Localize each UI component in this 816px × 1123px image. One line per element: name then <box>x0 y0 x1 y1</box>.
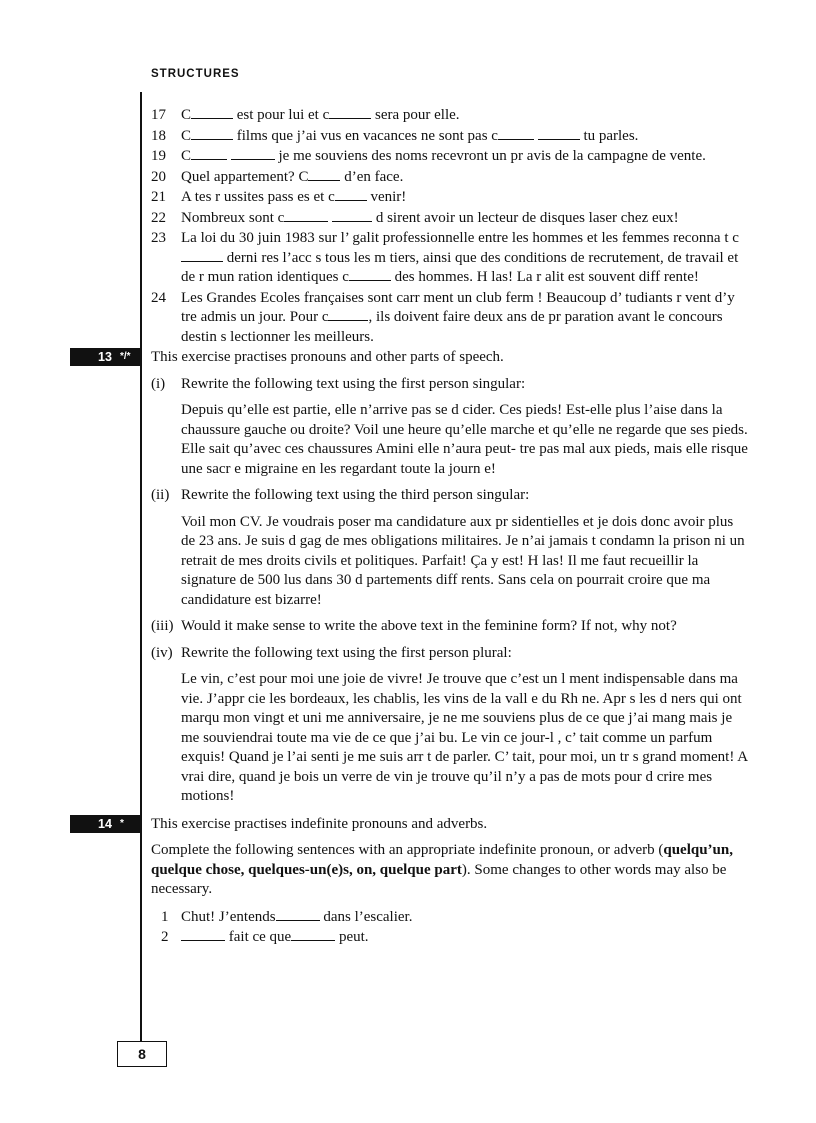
exercise-13 <box>98 348 751 807</box>
answer-blank[interactable] <box>349 268 391 281</box>
answer-blank[interactable] <box>498 127 534 140</box>
sentence-21: 21 A tes r ussites pass es et c venir! <box>151 189 407 205</box>
answer-blank[interactable] <box>191 127 233 140</box>
exercise-13-intro: This exercise practises pronouns and other parts of speech. <box>151 349 504 365</box>
sentence-17: 17 C est pour lui et c sera pour elle. <box>151 107 460 123</box>
running-header: STRUCTURES <box>151 68 240 80</box>
exercise-13-text-iv: Le vin, c’est pour moi une joie de vivre! Je trouve que c’est un l ment indispensable dans ma vie. J’appr cie les bordeaux, les chablis, les vins de la vall e du Rh ne. Apr s les d ners qui ont marqu mon vingt et uni me anniversaire, je ne me souviens plus de ce que j’ai mang mais je me souviendrai toute ma vie de ce que j’ai bu. Le vin ce jour-l , c’ tait comme un parfum exquis! Quand je l’ai senti je me suis arr t de parler. C’ tait, pour moi, un tr s grand moment! A vrai dire, quand je bois un verre de vin je trouve qu’il n’y a pas de mots pour d crire mes motions! <box>181 671 748 804</box>
exercise-13-badge: 13 */* <box>70 348 140 366</box>
sentence-22: 22 Nombreux sont c d sirent avoir un lecteur de disques laser chez eux! <box>151 209 679 226</box>
exercise-14-instruction: Complete the following sentences with an appropriate indefinite pronoun, or adverb (quelqu’un, quelque chose, quelques-un(e)s, on, quelque part). Some changes to other words may also be necessary. <box>151 842 733 897</box>
margin-rule <box>140 92 142 1042</box>
page-content <box>98 106 751 949</box>
exercise-14-sentence-1: 1 Chut! J’entends dans l’escalier. <box>161 908 413 925</box>
sentence-20: 20 Quel appartement? C d’en face. <box>151 168 404 185</box>
answer-blank[interactable] <box>191 147 227 160</box>
answer-blank[interactable] <box>291 928 335 941</box>
answer-blank[interactable] <box>181 928 225 941</box>
answer-blank[interactable] <box>181 249 223 262</box>
sentence-23: 23 La loi du 30 juin 1983 sur l’ galit professionnelle entre les hommes et les femmes reconna t c derni res l’acc s tous les m tiers, ainsi que des conditions de recrutement, de travail et de r mun ration identiques c des hommes. H las! La r alit est souvent diff rente! <box>151 230 739 285</box>
answer-blank[interactable] <box>329 106 371 119</box>
difficulty-stars: * <box>120 817 124 829</box>
answer-blank[interactable] <box>308 168 340 181</box>
difficulty-stars: */* <box>120 351 131 362</box>
exercise-13-text-ii: Voil mon CV. Je voudrais poser ma candidature aux pr sidentielles et je dois donc avoir plus de 23 ans. Je suis d gag de mes obligations militaires. Je n’ai jamais t condamn la prison ni un retrait de mes droits civils et politiques. Parfait! Ça y est! H las! Il me faut recueillir la signature de 500 lus dans 30 d partements diff rents. Sans cela on pourrait croire que ma candidature est bizarre! <box>181 513 745 608</box>
sentence-18: 18 C films que j’ai vus en vacances ne sont pas c tu parles. <box>151 127 639 144</box>
exercise-14 <box>98 815 751 948</box>
answer-blank[interactable] <box>335 188 367 201</box>
exercise-14-badge: 14 * <box>70 815 140 833</box>
exercise-14-sentence-2: 2 fait ce que peut. <box>161 929 369 945</box>
exercise-13-part-i: (i) Rewrite the following text using the first person singular: <box>151 375 526 392</box>
sentence-24: 24 Les Grandes Ecoles françaises sont carr ment un club ferm ! Beaucoup d’ tudiants r vent d’y tre admis un jour. Pour c , ils doivent faire deux ans de pr paration avant le concours destin s lectionner les meilleurs. <box>151 289 735 345</box>
exercise-13-part-iii: (iii) Would it make sense to write the above text in the feminine form? If not, why not? <box>151 618 677 634</box>
exercise-13-part-ii: (ii) Rewrite the following text using the third person singular: <box>151 487 530 503</box>
answer-blank[interactable] <box>328 308 368 321</box>
sentence-19: 19 C je me souviens des noms recevront un pr avis de la campagne de vente. <box>151 148 706 164</box>
answer-blank[interactable] <box>276 908 320 921</box>
page-number: 8 <box>117 1041 167 1067</box>
exercise-14-intro: This exercise practises indefinite pronouns and adverbs. <box>151 815 488 832</box>
answer-blank[interactable] <box>231 147 275 160</box>
exercise-13-part-iv: (iv) Rewrite the following text using the first person plural: <box>151 644 512 661</box>
answer-blank[interactable] <box>284 209 328 222</box>
exercise-13-text-i: Depuis qu’elle est partie, elle n’arrive pas se d cider. Ces pieds! Est-elle plus l’aise dans la chaussure gauche ou droite? Voil une heure qu’elle marche et qu’elle ne regarde que ses pieds. Elle sait qu’avec ces chaussures Amini elle n’aura peut- tre pas mal aux pieds, mais elle risque une sacr e migraine en les regardant toute la journ e! <box>181 402 748 477</box>
answer-blank[interactable] <box>332 209 372 222</box>
answer-blank[interactable] <box>191 106 233 119</box>
answer-blank[interactable] <box>538 127 580 140</box>
